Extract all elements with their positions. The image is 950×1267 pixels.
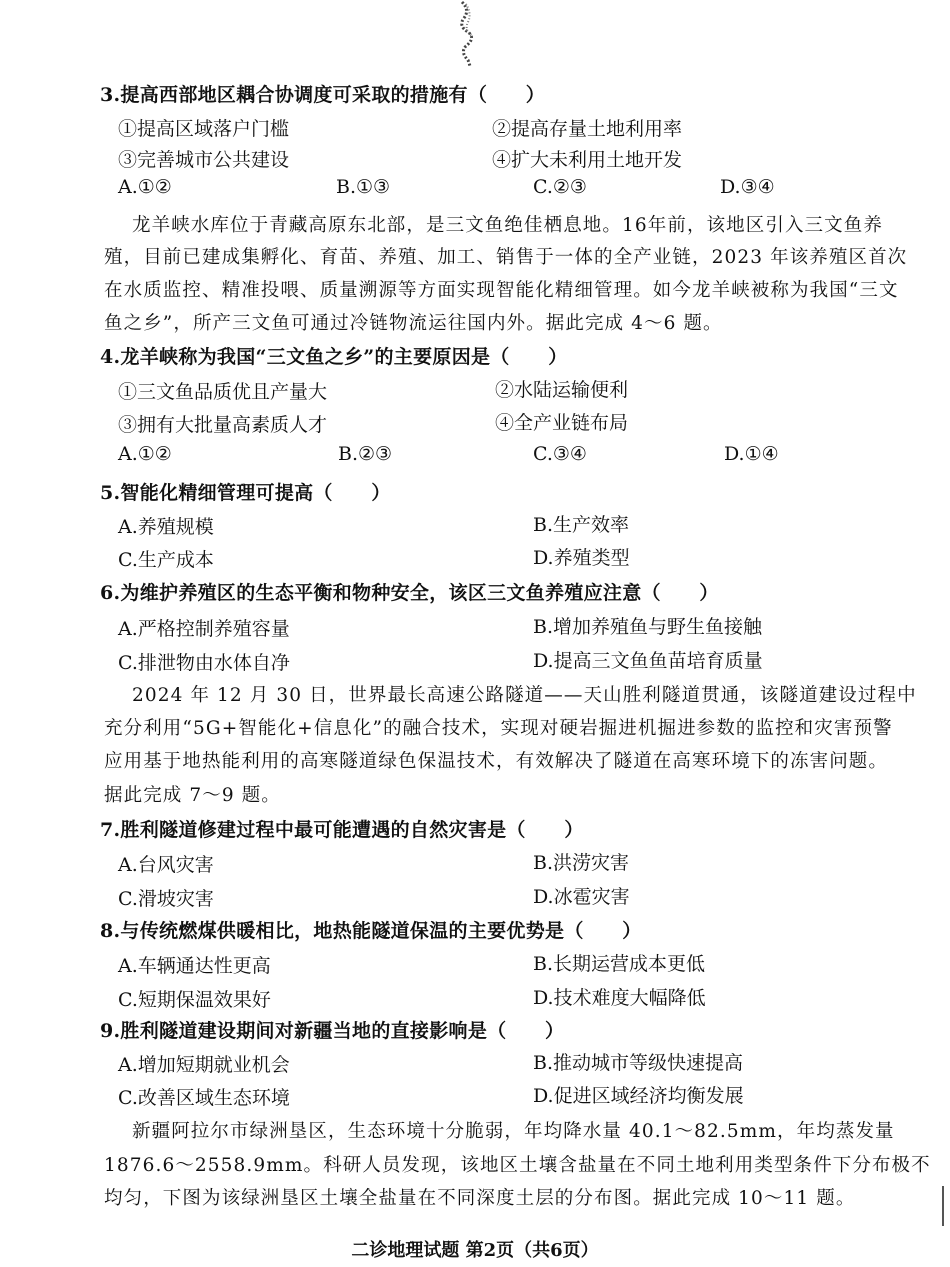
q3-statement-4: ④扩大未利用土地开发 [492,149,683,171]
q5-option-d: D.养殖类型 [533,547,630,569]
page-footer: 二诊地理试题 第2页（共6页） [351,1240,599,1261]
q3-statement-3: ③完善城市公共建设 [118,149,290,171]
q5-option-a: A.养殖规模 [118,516,214,538]
q6-option-b: B.增加养殖鱼与野生鱼接触 [533,616,763,638]
question-9-stem: 9.胜利隧道建设期间对新疆当地的直接影响是（ ） [100,1020,565,1042]
q3-option-a: A.①② [118,176,172,198]
binding-scribble [452,0,482,68]
question-7-stem: 7.胜利隧道修建过程中最可能遭遇的自然灾害是（ ） [100,819,584,841]
q3-statement-2: ②提高存量土地利用率 [492,118,683,140]
question-3-stem: 3.提高西部地区耦合协调度可采取的措施有（ ） [100,84,546,106]
passage-2-line-4: 据此完成 7～9 题。 [104,785,281,806]
question-6-stem: 6.为维护养殖区的生态平衡和物种安全，该区三文鱼养殖应注意（ ） [100,582,719,604]
q4-statement-4: ④全产业链布局 [495,412,629,434]
passage-1-line-2: 殖，目前已建成集孵化、育苗、养殖、加工、销售于一体的全产业链，2023 年该养殖区首次 [104,247,908,268]
q4-option-a: A.①② [118,443,172,465]
q9-option-d: D.促进区域经济均衡发展 [533,1085,744,1107]
q4-option-c: C.③④ [533,443,587,465]
q5-option-b: B.生产效率 [533,514,630,536]
q6-option-d: D.提高三文鱼鱼苗培育质量 [533,650,763,672]
q3-option-c: C.②③ [533,176,587,198]
q8-option-c: C.短期保温效果好 [118,989,271,1011]
q9-option-b: B.推动城市等级快速提高 [533,1052,744,1074]
passage-2-line-3: 应用基于地热能利用的高寒隧道绿色保温技术，有效解决了隧道在高寒环境下的冻害问题。 [104,751,889,772]
q5-option-c: C.生产成本 [118,549,214,571]
passage-1-line-4: 鱼之乡”，所产三文鱼可通过冷链物流运往国内外。据此完成 4～6 题。 [104,313,723,334]
passage-1-line-3: 在水质监控、精准投喂、质量溯源等方面实现智能化精细管理。如今龙羊峡被称为我国“三文 [104,280,899,301]
q9-option-a: A.增加短期就业机会 [118,1054,290,1076]
passage-3-line-1: 新疆阿拉尔市绿洲垦区，生态环境十分脆弱，年均降水量 40.1～82.5mm，年均蒸发量 [132,1121,895,1142]
q7-option-c: C.滑坡灾害 [118,888,214,910]
q4-statement-2: ②水陆运输便利 [495,379,629,401]
q7-option-a: A.台风灾害 [118,854,214,876]
q8-option-b: B.长期运营成本更低 [533,953,706,975]
q8-option-a: A.车辆通达性更高 [118,955,271,977]
question-8-stem: 8.与传统燃煤供暖相比，地热能隧道保温的主要优势是（ ） [100,920,642,942]
q4-option-b: B.②③ [338,443,393,465]
question-5-stem: 5.智能化精细管理可提高（ ） [100,482,391,504]
question-4-stem: 4.龙羊峡称为我国“三文鱼之乡”的主要原因是（ ） [100,346,568,368]
scan-edge-mark [942,1186,944,1226]
q7-option-d: D.冰雹灾害 [533,886,630,908]
passage-2-line-2: 充分利用“5G+智能化+信息化”的融合技术，实现对硬岩掘进机掘进参数的监控和灾害预警 [104,718,893,739]
q4-statement-3: ③拥有大批量高素质人才 [118,414,328,436]
q9-option-c: C.改善区域生态环境 [118,1087,290,1109]
q3-option-b: B.①③ [336,176,391,198]
q7-option-b: B.洪涝灾害 [533,852,630,874]
q3-option-d: D.③④ [720,176,775,198]
q4-option-d: D.①④ [724,443,779,465]
passage-3-line-2: 1876.6～2558.9mm。科研人员发现，该地区土壤含盐量在不同土地利用类型条件下分布极不 [104,1155,931,1176]
q3-statement-1: ①提高区域落户门槛 [118,118,290,140]
q6-option-a: A.严格控制养殖容量 [118,618,290,640]
q6-option-c: C.排泄物由水体自净 [118,652,290,674]
passage-2-line-1: 2024 年 12 月 30 日，世界最长高速公路隧道——天山胜利隧道贯通，该隧道建设过程中 [132,685,917,706]
passage-3-line-3: 均匀，下图为该绿洲垦区土壤全盐量在不同深度土层的分布图。据此完成 10～11 题。 [104,1188,856,1209]
passage-1-line-1: 龙羊峡水库位于青藏高原东北部，是三文鱼绝佳栖息地。16年前，该地区引入三文鱼养 [132,215,883,236]
q4-statement-1: ①三文鱼品质优且产量大 [118,381,328,403]
q8-option-d: D.技术难度大幅降低 [533,987,706,1009]
